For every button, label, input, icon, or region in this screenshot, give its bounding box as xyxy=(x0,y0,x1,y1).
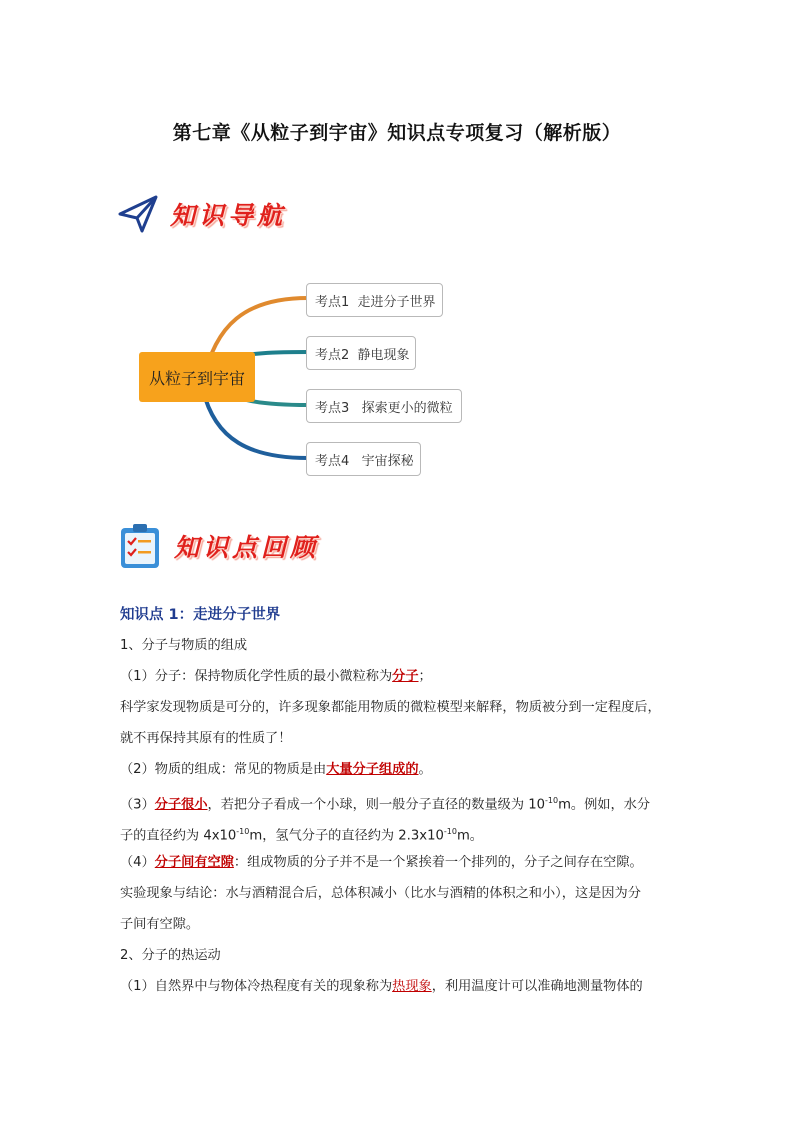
mind-map-node-2: 考点2 静电现象 xyxy=(306,336,416,370)
mind-map-node-4: 考点4 宇宙探秘 xyxy=(306,442,421,476)
mind-map-node-1: 考点1 走进分子世界 xyxy=(306,283,443,317)
keyword-small-molecules: 分子很小 xyxy=(154,797,208,813)
knowledge-review-heading: 知识点回顾 xyxy=(174,533,320,562)
keyword-many-molecules: 大量分子组成的 xyxy=(326,762,419,777)
mind-map-node-3: 考点3 探索更小的微粒 xyxy=(306,389,462,423)
subheading-thermal-motion: 2、分子的热运动 xyxy=(120,948,221,963)
paragraph-experiment: 实验现象与结论：水与酒精混合后，总体积减小（比水与酒精的体积之和小），这是因为分 xyxy=(120,886,641,901)
paragraph-matter-composition: （2）物质的组成：常见的物质是由大量分子组成的。 xyxy=(120,762,432,777)
paragraph-molecule-size-cont: 子的直径约为 $4x10^{-10}m$，氢气分子的直径约为 $2.3x10^{-10}m$。 xyxy=(120,827,483,844)
mind-map-root: 从粒子到宇宙 xyxy=(139,352,255,402)
subheading-molecules-composition: 1、分子与物质的组成 xyxy=(120,638,248,653)
paragraph-divisible-matter-cont: 就不再保持其原有的性质了！ xyxy=(120,731,292,746)
review-content xyxy=(120,600,680,1002)
mind-map xyxy=(0,270,794,490)
paragraph-molecule-definition: （1）分子：保持物质化学性质的最小微粒称为分子； xyxy=(120,669,432,684)
knowledge-nav-heading: 知识导航 xyxy=(170,201,287,230)
paragraph-divisible-matter: 科学家发现物质是可分的，许多现象都能用物质的微粒模型来解释，物质被分到一定程度后， xyxy=(120,700,661,715)
paragraph-thermal-phenomena: （1）自然界中与物体冷热程度有关的现象称为热现象，利用温度计可以准确地测量物体的 xyxy=(120,979,643,994)
paragraph-molecule-gaps: （4）分子间有空隙：组成物质的分子并不是一个紧挨着一个排列的，分子之间存在空隙。 xyxy=(120,855,643,870)
paragraph-molecule-size: （3）分子很小，若把分子看成一个小球，则一般分子直径的数量级为 $10^{-10}m$。例如，水分 xyxy=(120,796,651,813)
keyword-thermal-phenomena: 热现象 xyxy=(392,979,432,994)
knowledge-nav-banner xyxy=(118,190,286,238)
paper-plane-icon xyxy=(118,194,158,234)
section-heading-1: 知识点 1：走进分子世界 xyxy=(120,607,281,623)
knowledge-review-banner xyxy=(118,522,319,570)
document-title: 第七章《从粒子到宇宙》知识点专项复习（解析版） xyxy=(172,122,622,144)
keyword-gaps-between-molecules: 分子间有空隙 xyxy=(154,855,234,870)
paragraph-experiment-cont: 子间有空隙。 xyxy=(120,917,200,932)
checklist-clipboard-icon xyxy=(118,522,162,570)
keyword-molecule: 分子 xyxy=(392,669,419,684)
